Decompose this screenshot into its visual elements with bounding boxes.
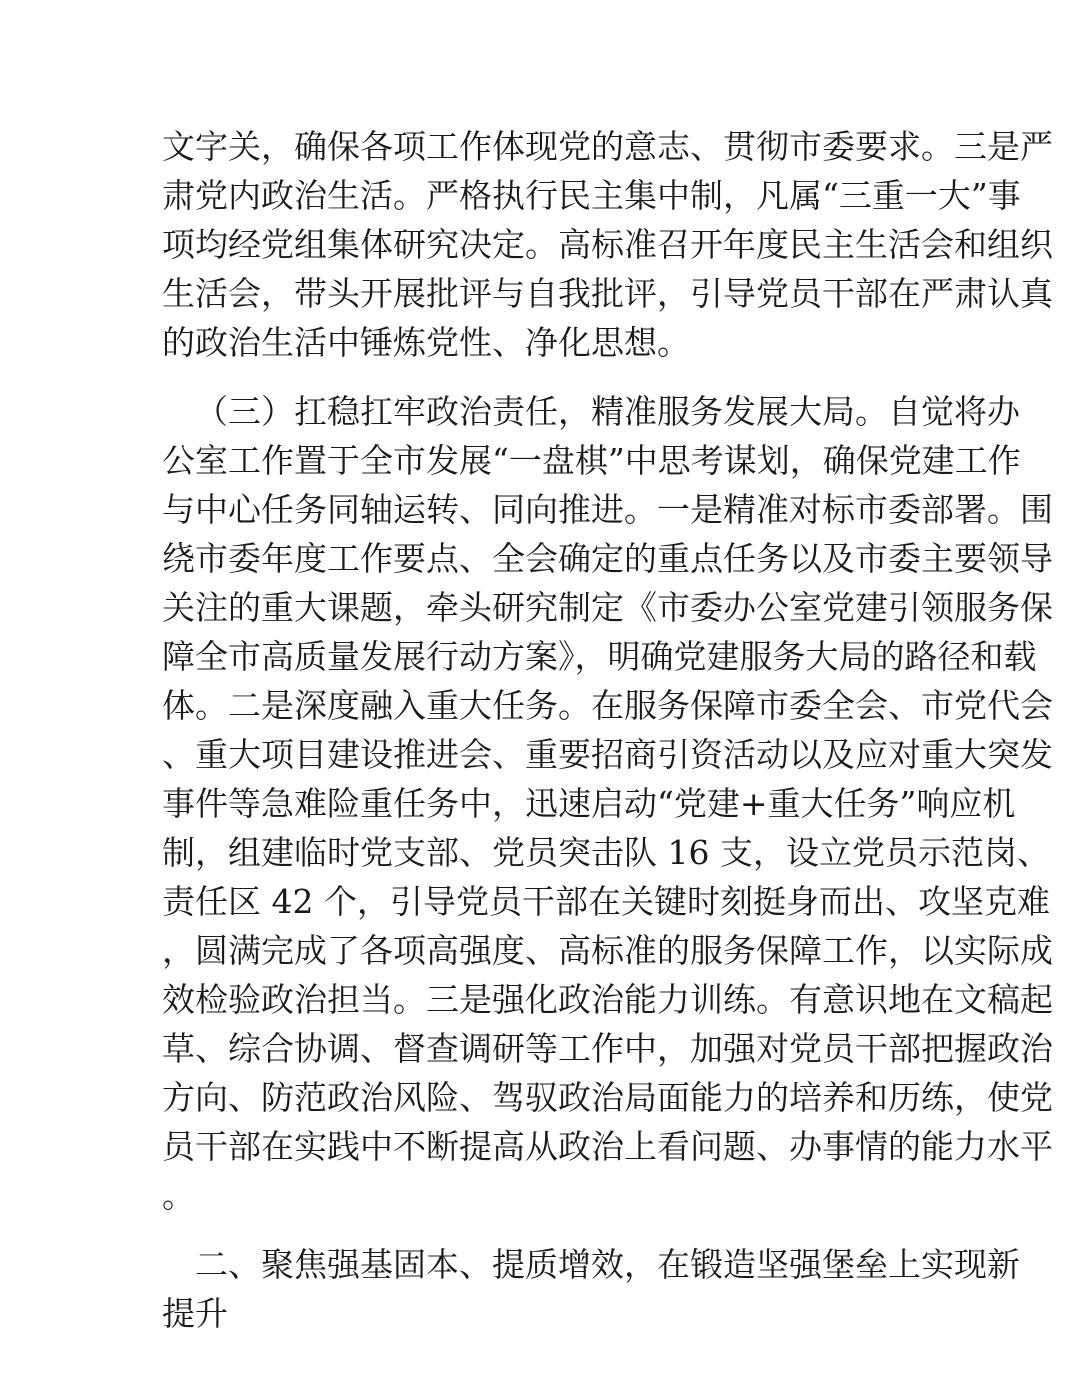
text-line: 关注的重大课题，牵头研究制定《市委办公室党建引领服务保 (162, 588, 1053, 627)
text-line: 公室工作置于全市发展“一盘棋”中思考谋划，确保党建工作 (162, 441, 1021, 480)
section-heading-line: 二、聚焦强基固本、提质增效，在锻造坚强堡垒上实现新 (195, 1245, 1020, 1284)
section-heading-line: 提升 (162, 1294, 228, 1333)
text-line: 绕市委年度工作要点、全会确定的重点任务以及市委主要领导 (162, 539, 1053, 578)
text-line: 文字关，确保各项工作体现党的意志、贯彻市委要求。三是严 (162, 127, 1053, 166)
text-line: 与中心任务同轴运转、同向推进。一是精准对标市委部署。围 (162, 490, 1053, 529)
text-line: 效检验政治担当。三是强化政治能力训练。有意识地在文稿起 (162, 980, 1053, 1019)
text-line: 生活会，带头开展批评与自我批评，引导党员干部在严肃认真 (162, 274, 1053, 313)
text-line: 方向、防范政治风险、驾驭政治局面能力的培养和历练，使党 (162, 1078, 1053, 1117)
text-line: 责任区 42 个，引导党员干部在关键时刻挺身而出、攻坚克难 (162, 882, 1050, 921)
text-line: 员干部在实践中不断提高从政治上看问题、办事情的能力水平 (162, 1127, 1053, 1166)
text-line: 、重大项目建设推进会、重要招商引资活动以及应对重大突发 (162, 735, 1053, 774)
text-line: 事件等急难险重任务中，迅速启动“党建+重大任务”响应机 (162, 784, 1016, 823)
text-line: 制，组建临时党支部、党员突击队 16 支，设立党员示范岗、 (162, 833, 1050, 872)
text-line: 障全市高质量发展行动方案》，明确党建服务大局的路径和载 (162, 637, 1037, 676)
text-line: 草、综合协调、督查调研等工作中，加强对党员干部把握政治 (162, 1029, 1053, 1068)
text-line: ，圆满完成了各项高强度、高标准的服务保障工作，以实际成 (162, 931, 1053, 970)
text-line: 。 (162, 1176, 195, 1215)
text-line: 体。二是深度融入重大任务。在服务保障市委全会、市党代会 (162, 686, 1053, 725)
paragraph-heading-line: （三）扛稳扛牢政治责任，精准服务发展大局。自觉将办 (195, 392, 1020, 431)
text-line: 项均经党组集体研究决定。高标准召开年度民主生活会和组织 (162, 225, 1053, 264)
text-line: 的政治生活中锤炼党性、净化思想。 (162, 323, 690, 362)
text-line: 肃党内政治生活。严格执行民主集中制，凡属“三重一大”事 (162, 176, 1021, 215)
